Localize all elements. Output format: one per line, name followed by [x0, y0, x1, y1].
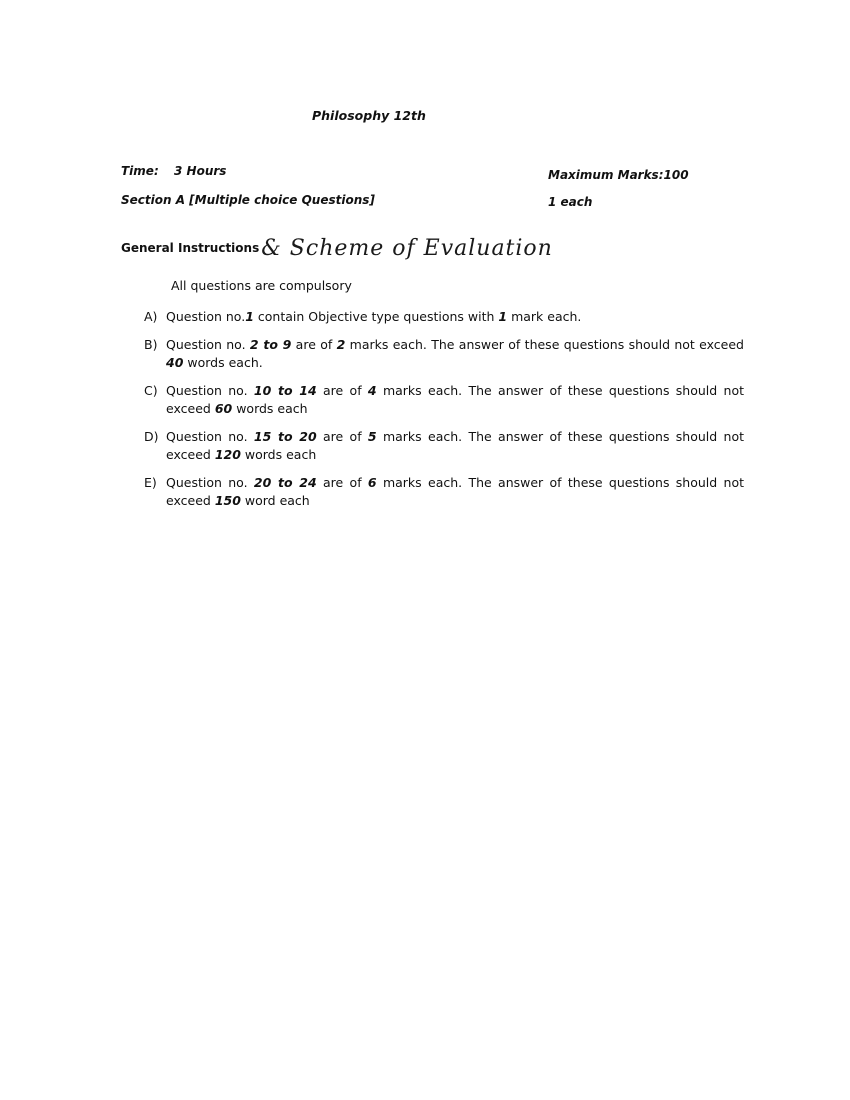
instruction-text: Question no. 15 to 20 are of 5 marks each. The answer of these questions should not exceed 120 words each [166, 429, 744, 462]
instruction-text: Question no. 10 to 14 are of 4 marks each. The answer of these questions should not exceed 60 words each [166, 383, 744, 416]
instruction-text: Question no.1 contain Objective type questions with 1 mark each. [166, 309, 582, 324]
section-marks: 1 each [548, 195, 593, 209]
section-heading: Section A [Multiple choice Questions] [121, 193, 375, 207]
instruction-item [144, 474, 744, 510]
handwritten-note: & Scheme of Evaluation [261, 236, 553, 261]
instruction-list [144, 308, 744, 520]
maximum-marks: Maximum Marks:100 [548, 168, 689, 182]
instruction-text: Question no. 20 to 24 are of 6 marks each. The answer of these questions should not exceed 150 word each [166, 475, 744, 508]
instruction-marker: A) [144, 309, 158, 324]
general-instructions-row [121, 236, 553, 261]
instruction-text: Question no. 2 to 9 are of 2 marks each. The answer of these questions should not exceed 40 words each. [166, 337, 744, 370]
instruction-item [144, 336, 744, 372]
instruction-marker: C) [144, 383, 158, 398]
instruction-marker: B) [144, 337, 158, 352]
general-instructions-label: General Instructions [121, 241, 260, 255]
instruction-item [144, 382, 744, 418]
time-label: Time: [121, 164, 159, 178]
instruction-marker: E) [144, 475, 157, 490]
instruction-item [144, 428, 744, 464]
instruction-marker: D) [144, 429, 159, 444]
time-value: 3 Hours [174, 164, 227, 178]
page-title: Philosophy 12th [312, 108, 426, 123]
all-questions-note: All questions are compulsory [171, 278, 352, 293]
instruction-item [144, 308, 744, 326]
